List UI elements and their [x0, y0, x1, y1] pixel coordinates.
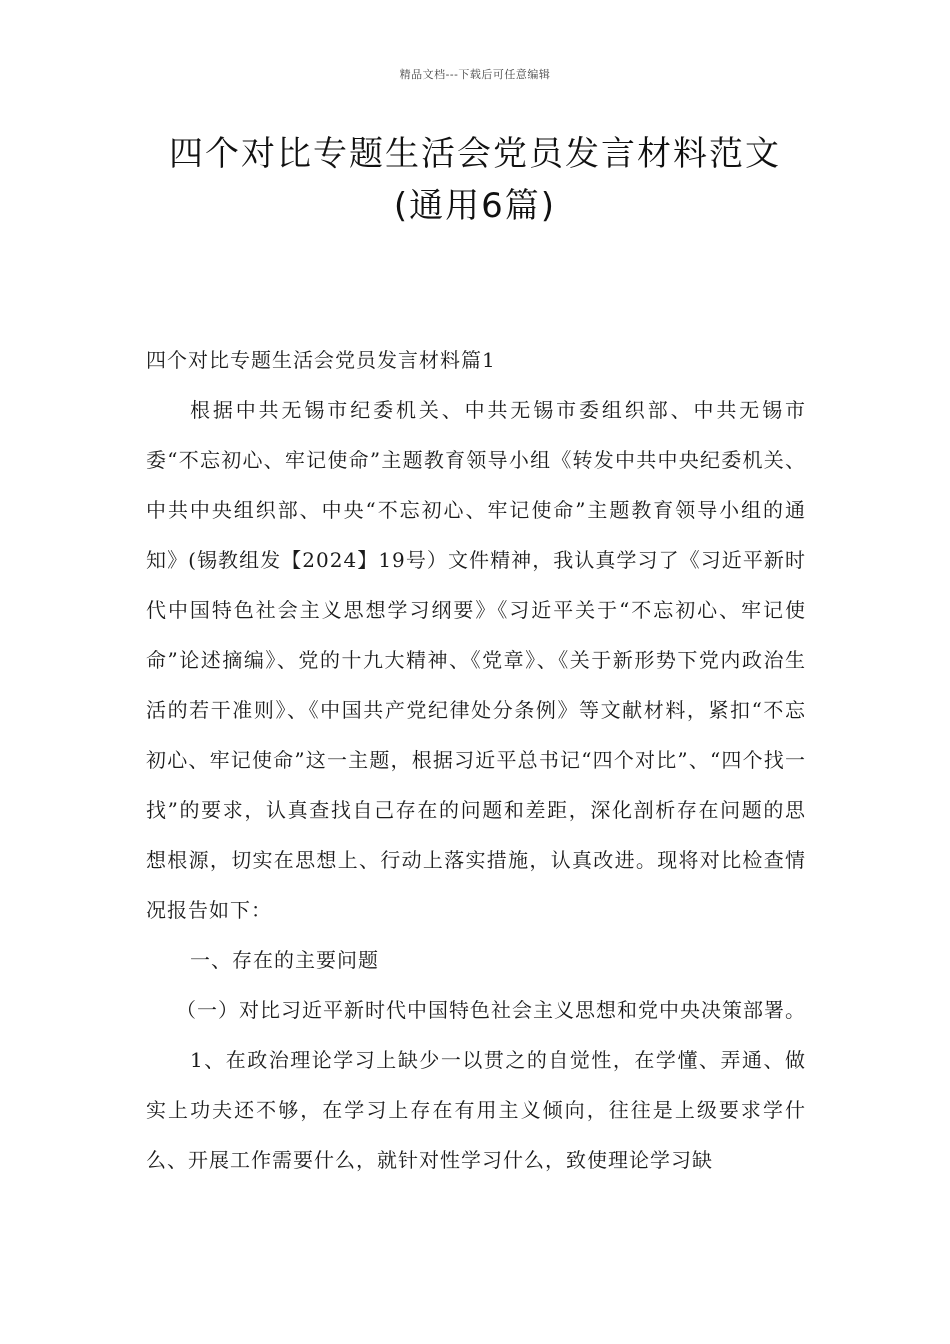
title-line-2: (通用6篇) — [393, 186, 557, 226]
section-title: 四个对比专题生活会党员发言材料篇1 — [146, 348, 496, 372]
header-note: 精品文档---下载后可任意编辑 — [399, 68, 551, 81]
heading-main-problems: 一、存在的主要问题 — [190, 948, 379, 972]
title-line-1: 四个对比专题生活会党员发言材料范文 — [169, 134, 781, 174]
document-body — [146, 335, 806, 1185]
intro-paragraph: 根据中共无锡市纪委机关、中共无锡市委组织部、中共无锡市委“不忘初心、牢记使命”主题教育领导小组《转发中共中央纪委机关、中共中央组织部、中央“不忘初心、牢记使命”主题教育领导小组的通知》(锡教组发【2024】19号）文件精神，我认真学习了《习近平新时代中国特色社会主义思想学习纲要》《习近平关于“不忘初心、牢记使命”论述摘编》、党的十九大精神、《党章》、《关于新形势下党内政治生活的若干准则》、《中国共产党纪律处分条例》等文献材料，紧扣“不忘初心、牢记使命”这一主题，根据习近平总书记“四个对比”、“四个找一找”的要求，认真查找自己存在的问题和差距，深化剖析存在问题的思想根源，切实在思想上、行动上落实措施，认真改进。现将对比检查情况报告如下： — [146, 398, 806, 922]
item-paragraph-1: 1、在政治理论学习上缺少一以贯之的自觉性，在学懂、弄通、做实上功夫还不够，在学习上存在有用主义倾向，往往是上级要求学什么、开展工作需要什么，就针对性学习什么，致使理论学习缺 — [146, 1048, 806, 1172]
subheading-comparison: （一）对比习近平新时代中国特色社会主义思想和党中央决策部署。 — [176, 998, 806, 1022]
document-title — [100, 128, 850, 232]
